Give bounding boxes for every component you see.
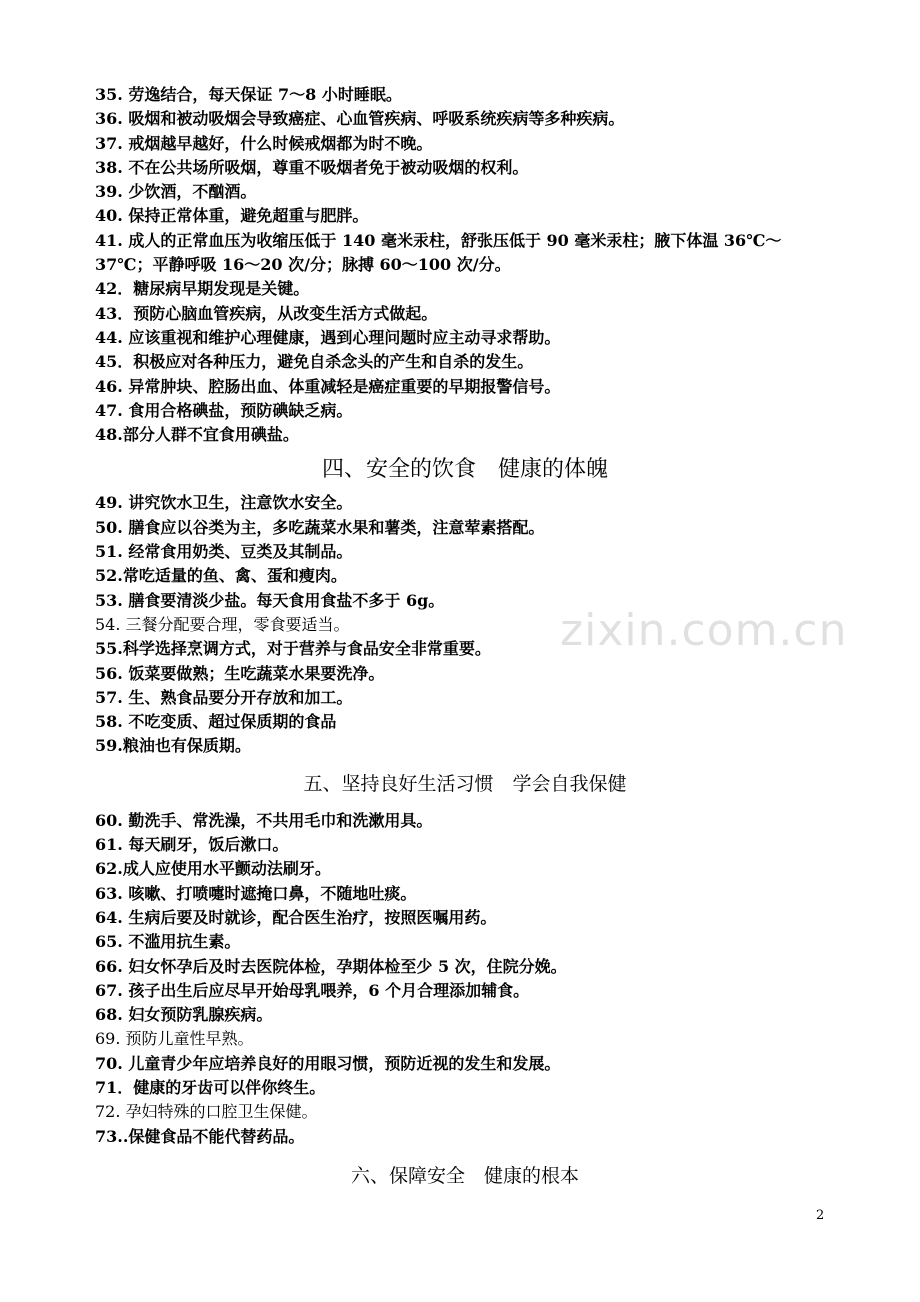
list-item: 38. 不在公共场所吸烟，尊重不吸烟者免于被动吸烟的权利。 xyxy=(95,157,529,177)
list-item: 52.常吃适量的鱼、禽、蛋和瘦肉。 xyxy=(95,566,347,586)
list-item: 48.部分人群不宜食用碘盐。 xyxy=(95,425,299,445)
list-item: 45．积极应对各种压力，避免自杀念头的产生和自杀的发生。 xyxy=(95,352,534,372)
list-item: 73..保健食品不能代替药品。 xyxy=(95,1126,305,1146)
list-item: 53. 膳食要清淡少盐。每天食用食盐不多于 6g。 xyxy=(95,590,445,610)
list-item: 62.成人应使用水平颤动法刷牙。 xyxy=(95,859,331,879)
list-section-b xyxy=(95,491,835,758)
list-item: 72. 孕妇特殊的口腔卫生保健。 xyxy=(95,1102,318,1122)
watermark: zixin.com.cn xyxy=(560,605,848,656)
list-item: 58. 不吃变质、超过保质期的食品 xyxy=(95,712,337,732)
list-item: 44. 应该重视和维护心理健康，遇到心理问题时应主动寻求帮助。 xyxy=(95,327,561,347)
list-item: 65. 不滥用抗生素。 xyxy=(95,932,241,952)
list-section-c xyxy=(95,809,835,1149)
list-item: 39. 少饮酒，不酗酒。 xyxy=(95,182,257,202)
list-section-a xyxy=(95,83,835,447)
list-item: 68. 妇女预防乳腺疾病。 xyxy=(95,1005,273,1025)
list-item: 54. 三餐分配要合理，零食要适当。 xyxy=(95,614,350,634)
list-item: 50. 膳食应以谷类为主，多吃蔬菜水果和薯类，注意荤素搭配。 xyxy=(95,517,545,537)
list-item: 67. 孩子出生后应尽早开始母乳喂养，6 个月合理添加辅食。 xyxy=(95,980,530,1000)
page-number: 2 xyxy=(816,1208,825,1223)
list-item: 36. 吸烟和被动吸烟会导致癌症、心血管疾病、呼吸系统疾病等多种疾病。 xyxy=(95,109,625,129)
list-item: 43．预防心脑血管疾病，从改变生活方式做起。 xyxy=(95,303,438,323)
list-item: 57. 生、熟食品要分开存放和加工。 xyxy=(95,687,353,707)
list-item: 59.粮油也有保质期。 xyxy=(95,736,251,756)
list-item: 71．健康的牙齿可以伴你终生。 xyxy=(95,1077,326,1097)
list-item: 66. 妇女怀孕后及时去医院体检，孕期体检至少 5 次，住院分娩。 xyxy=(95,956,567,976)
list-item: 37. 戒烟越早越好，什么时候戒烟都为时不晚。 xyxy=(95,133,433,153)
list-item: 49. 讲究饮水卫生，注意饮水安全。 xyxy=(95,493,353,513)
list-item: 56. 饭菜要做熟；生吃蔬菜水果要洗净。 xyxy=(95,663,385,683)
list-item: 35. 劳逸结合，每天保证 7～8 小时睡眠。 xyxy=(95,85,402,104)
document-body xyxy=(95,83,835,1191)
list-item: 70. 儿童青少年应培养良好的用眼习惯，预防近视的发生和发展。 xyxy=(95,1053,561,1073)
list-item: 46. 异常肿块、腔肠出血、体重减轻是癌症重要的早期报警信号。 xyxy=(95,376,561,396)
list-item: 64. 生病后要及时就诊，配合医生治疗，按照医嘱用药。 xyxy=(95,907,497,927)
list-item: 40. 保持正常体重，避免超重与肥胖。 xyxy=(95,206,369,226)
list-item: 60. 勤洗手、常洗澡，不共用毛巾和洗漱用具。 xyxy=(95,810,433,830)
list-item: 69. 预防儿童性早熟。 xyxy=(95,1029,254,1049)
section-heading-5: 五、坚持良好生活习惯 学会自我保健 xyxy=(303,772,627,795)
list-item: 47. 食用合格碘盐，预防碘缺乏病。 xyxy=(95,400,353,420)
list-item: 63. 咳嗽、打喷嚏时遮掩口鼻，不随地吐痰。 xyxy=(95,883,417,903)
section-heading-4: 四、安全的饮食 健康的体魄 xyxy=(321,457,608,483)
section-heading-6: 六、保障安全 健康的根本 xyxy=(350,1164,579,1187)
list-item: 55.科学选择烹调方式，对于营养与食品安全非常重要。 xyxy=(95,639,491,659)
list-item: 61. 每天刷牙，饭后漱口。 xyxy=(95,835,289,855)
list-item: 41. 成人的正常血压为收缩压低于 140 毫米汞柱，舒张压低于 90 毫米汞柱；腋下体温 36℃～37℃；平静呼吸 16～20 次/分；脉搏 60～100 次/分。 xyxy=(95,230,782,275)
list-item: 42．糖尿病早期发现是关键。 xyxy=(95,279,310,299)
list-item: 51. 经常食用奶类、豆类及其制品。 xyxy=(95,542,353,562)
